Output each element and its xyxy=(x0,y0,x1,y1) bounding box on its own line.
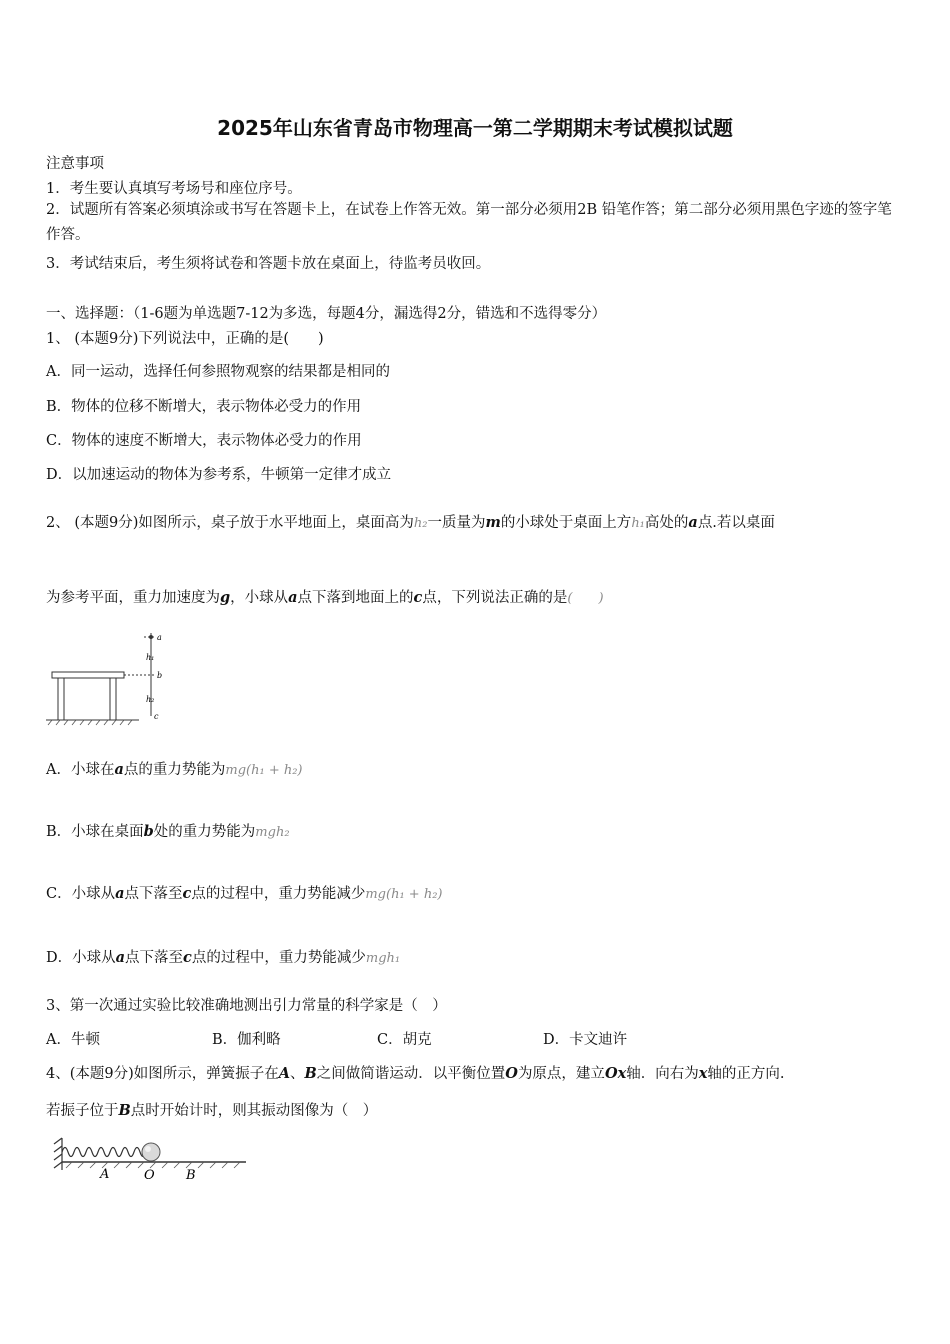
notice-item-3: 3．考试结束后，考生须将试卷和答题卡放在桌面上，待监考员收回。 xyxy=(46,256,491,272)
label-O: O xyxy=(144,1168,155,1183)
ball-highlight xyxy=(145,1146,151,1152)
q2-option-c: C．小球从a点下落至c点的过程中，重力势能减少mg(h₁ + h₂) xyxy=(46,885,443,902)
q2-h1-symbol: h₁ xyxy=(631,516,645,531)
q4-spring-figure xyxy=(50,1134,250,1184)
q3-option-a: A．牛顿 xyxy=(46,1032,100,1048)
q3-option-d: D．卡文迪许 xyxy=(543,1032,628,1048)
q3-option-b: B．伽利略 xyxy=(212,1032,281,1048)
label-c: c xyxy=(154,712,159,721)
q2-h2-symbol: h₂ xyxy=(413,516,428,531)
label-a: a xyxy=(157,633,162,642)
q2-option-b-formula: mgh₂ xyxy=(255,825,290,840)
q2-option-b: B．小球在桌面b处的重力势能为mgh₂ xyxy=(46,823,290,840)
notice-item-1: 1．考生要认真填写考场号和座位序号。 xyxy=(46,181,302,197)
notice-heading: 注意事项 xyxy=(46,156,104,172)
q2-stem-line1: 2、 (本题9分)如图所示，桌子放于水平地面上，桌面高为h₂一质量为m的小球处于桌面上方h₁高处的a点.若以桌面 xyxy=(46,514,775,531)
oscillator-ball xyxy=(142,1143,160,1161)
q2-option-c-formula: mg(h₁ + h₂) xyxy=(365,887,443,902)
q4-stem-line1: 4、(本题9分)如图所示，弹簧振子在A、B之间做简谐运动．以平衡位置O为原点，建立Ox轴．向右为x轴的正方向. xyxy=(46,1065,785,1082)
q2-stem-line2: 为参考平面，重力加速度为g，小球从a点下落到地面上的c点，下列说法正确的是( ) xyxy=(46,589,604,606)
label-A: A xyxy=(100,1167,110,1182)
label-h1: h₁ xyxy=(146,653,155,662)
q2-option-a: A．小球在a点的重力势能为mg(h₁ + h₂) xyxy=(46,761,303,778)
label-B: B xyxy=(186,1168,196,1183)
label-b: b xyxy=(157,671,163,680)
q1-option-b: B．物体的位移不断增大，表示物体必受力的作用 xyxy=(46,399,362,415)
q1-option-c: C．物体的速度不断增大，表示物体必受力的作用 xyxy=(46,433,362,449)
spring-coil xyxy=(62,1148,152,1157)
label-h2: h₂ xyxy=(146,695,155,704)
q1-stem: 1、 (本题9分)下列说法中，正确的是( ) xyxy=(46,331,324,347)
section-heading: 一、选择题：（1-6题为单选题7-12为多选，每题4分，漏选得2分，错选和不选得零分） xyxy=(46,306,607,322)
q2-table-figure xyxy=(44,630,174,730)
q1-option-d: D．以加速运动的物体为参考系，牛顿第一定律才成立 xyxy=(46,467,392,483)
q3-stem: 3、第一次通过实验比较准确地测出引力常量的科学家是（ ） xyxy=(46,998,447,1014)
q2-mass-symbol: m xyxy=(485,514,501,531)
page-title: 2025年山东省青岛市物理高一第二学期期末考试模拟试题 xyxy=(217,116,733,140)
notice-item-2: 2．试题所有答案必须填涂或书写在答题卡上，在试卷上作答无效。第一部分必须用2B 铅笔作答；第二部分必须用黑色字迹的签字笔作答。 xyxy=(46,202,892,243)
q4-stem-line2: 若振子位于B点时开始计时，则其振动图像为（ ） xyxy=(46,1102,378,1119)
q1-option-a: A．同一运动，选择任何参照物观察的结果都是相同的 xyxy=(46,364,390,380)
q3-option-c: C．胡克 xyxy=(377,1032,432,1048)
q2-option-d: D．小球从a点下落至c点的过程中，重力势能减少mgh₁ xyxy=(46,949,401,966)
q2-option-d-formula: mgh₁ xyxy=(365,951,401,966)
point-a-marker xyxy=(149,635,153,639)
q2-option-a-formula: mg(h₁ + h₂) xyxy=(225,763,303,778)
